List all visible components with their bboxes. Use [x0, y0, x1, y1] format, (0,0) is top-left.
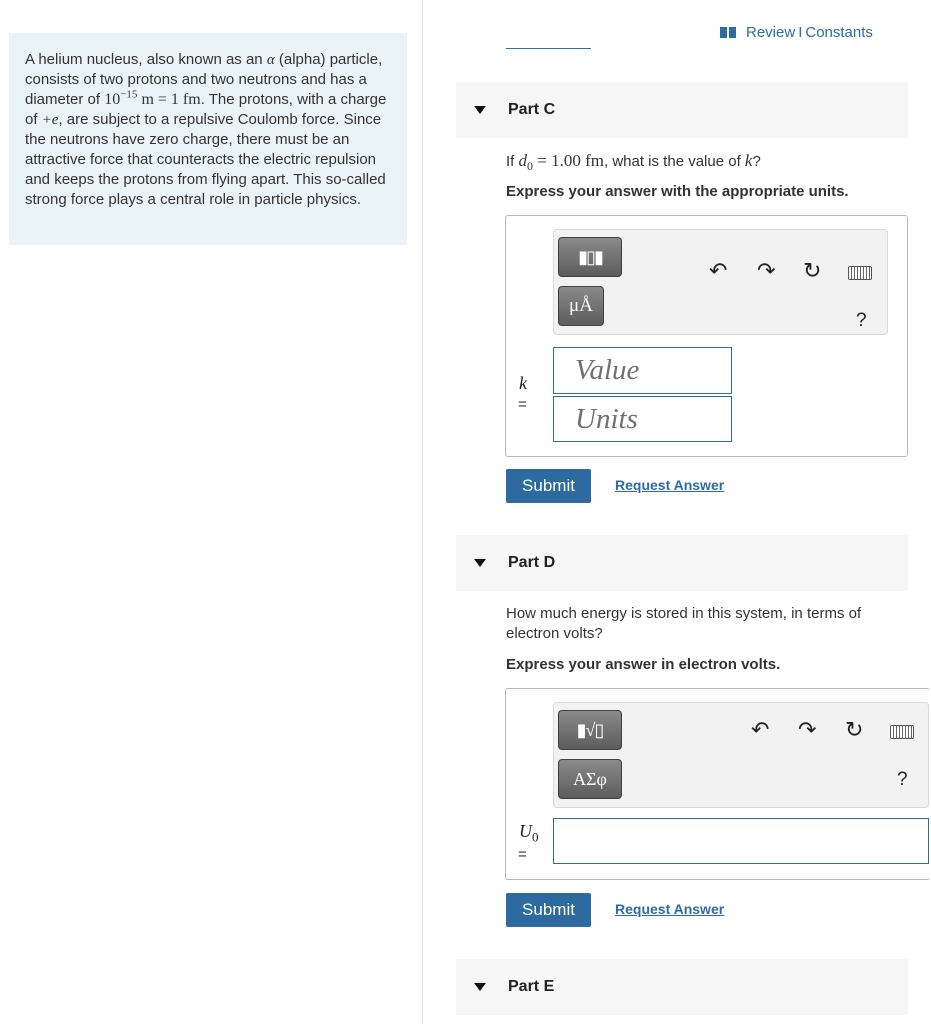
part-d-header[interactable] — [456, 535, 908, 591]
redo-icon[interactable]: ↷ — [757, 259, 776, 284]
units-input[interactable]: Units — [553, 396, 732, 442]
problem-statement — [9, 33, 407, 245]
greek-symbols-button[interactable]: ΑΣφ — [558, 759, 622, 799]
part-d-request-answer-link[interactable]: Request Answer — [615, 901, 725, 917]
part-d-question: How much energy is stored in this system, in terms of electron volts? — [506, 605, 862, 642]
part-c-math-toolbar — [553, 229, 888, 335]
undo-icon[interactable]: ↶ — [751, 718, 770, 743]
part-e-title: Part E — [508, 978, 555, 995]
units-button[interactable]: μÅ — [558, 286, 604, 326]
help-button[interactable]: ? — [856, 310, 867, 331]
part-e-header[interactable] — [456, 959, 908, 1015]
part-c-request-answer-link[interactable]: Request Answer — [615, 477, 725, 493]
u0-variable-label: $U_0$ — [519, 821, 539, 845]
part-d-submit-button[interactable]: Submit — [506, 893, 591, 927]
links-separator: I — [798, 24, 803, 41]
keyboard-icon[interactable] — [890, 725, 914, 739]
value-input[interactable]: Value — [553, 347, 732, 394]
equals-sign: = — [518, 396, 527, 413]
undo-icon[interactable]: ↶ — [709, 259, 728, 284]
column-divider — [422, 0, 423, 1024]
help-button[interactable]: ? — [897, 769, 908, 790]
top-tab-underline — [506, 48, 591, 49]
part-c-submit-button[interactable]: Submit — [506, 469, 591, 503]
part-d-title: Part D — [508, 554, 556, 571]
collapse-triangle-icon — [474, 106, 486, 114]
energy-answer-input[interactable] — [553, 818, 929, 864]
part-c-answer-box — [505, 215, 908, 457]
part-c-instruction: Express your answer with the appropriate units. — [506, 183, 849, 200]
review-link[interactable]: Review — [746, 24, 796, 41]
review-constants-links — [720, 24, 873, 41]
k-variable-label: k — [519, 373, 527, 393]
part-c-question: If $d_0 = 1.00$ fm, what is the value of k? — [506, 151, 761, 173]
part-d-answer-box — [505, 688, 930, 880]
collapse-triangle-icon — [474, 559, 486, 567]
part-c-title: Part C — [508, 101, 556, 118]
constants-link[interactable]: Constants — [805, 24, 873, 41]
part-c-header[interactable] — [456, 82, 908, 138]
part-d-math-toolbar — [553, 702, 929, 808]
problem-text: A helium nucleus, also known as an α (alpha) particle, consists of two protons and two neutrons and has a diameter of $10^{-15}$ m = 1 fm. The protons, with a charge of +e, are subject to a repulsive Coulomb force. Since the neutrons have zero charge, there must be an attractive force that counteracts the electric repulsion and keeps the protons from flying apart. This so-called strong force plays a central role in particle physics. — [25, 51, 387, 208]
templates-button[interactable]: ▮√▯ — [558, 710, 622, 750]
keyboard-icon[interactable] — [848, 266, 872, 280]
redo-icon[interactable]: ↷ — [798, 718, 817, 743]
book-icon — [720, 27, 736, 38]
reset-icon[interactable]: ↻ — [845, 718, 864, 743]
reset-icon[interactable]: ↻ — [803, 259, 822, 284]
part-d-instruction: Express your answer in electron volts. — [506, 656, 781, 673]
collapse-triangle-icon — [474, 983, 486, 991]
equals-sign: = — [518, 846, 527, 863]
templates-button[interactable]: ▮▯▮ — [558, 237, 622, 277]
